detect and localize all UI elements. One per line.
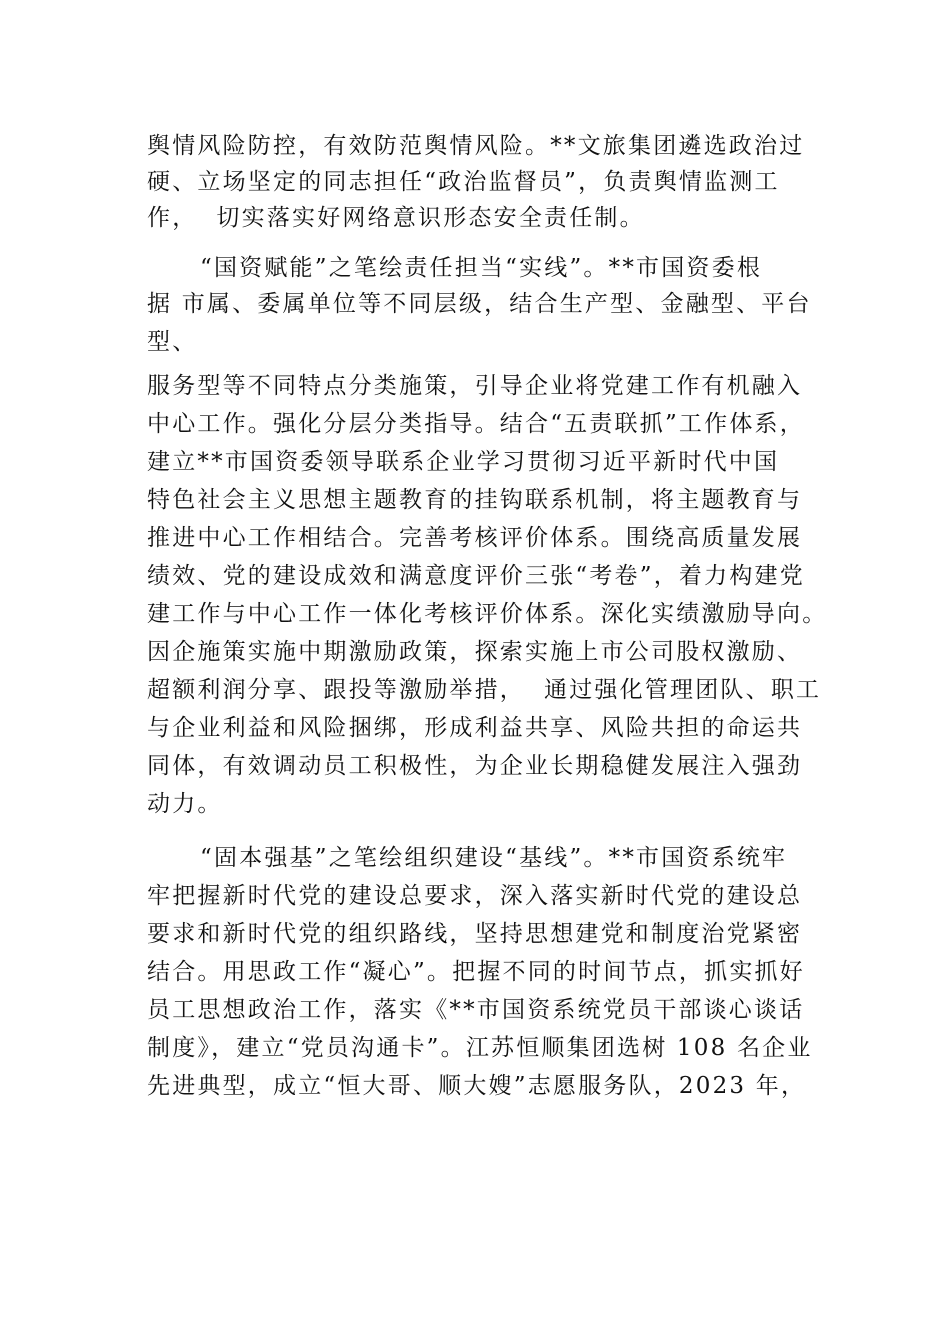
paragraph-line: 服务型等不同特点分类施策，引导企业将党建工作有机融入	[147, 373, 803, 399]
paragraph-line: 绩效、党的建设成效和满意度评价三张“考卷”，着力构建党	[147, 563, 805, 589]
paragraph-line: 动力。	[147, 791, 223, 817]
paragraph-line: 超额利润分享、跟投等激励举措， 通过强化管理团队、职工	[147, 677, 822, 703]
paragraph-line: 牢把握新时代党的建设总要求，深入落实新时代党的建设总	[147, 883, 803, 909]
paragraph-line: 先进典型，成立“恒大哥、顺大嫂”志愿服务队，2023 年，	[147, 1073, 807, 1099]
paragraph-line: 要求和新时代党的组织路线，坚持思想建党和制度治党紧密	[147, 921, 803, 947]
paragraph-line: 因企施策实施中期激励政策，探索实施上市公司股权激励、	[147, 639, 803, 665]
paragraph-line: 制度》，建立“党员沟通卡”。江苏恒顺集团选树 108 名企业	[147, 1035, 813, 1061]
section-heading-line: “国资赋能”之笔绘责任担当“实线”。**市国资委根	[200, 255, 763, 281]
section-heading-line: “固本强基”之笔绘组织建设“基线”。**市国资系统牢	[200, 845, 788, 871]
paragraph-line: 推进中心工作相结合。完善考核评价体系。围绕高质量发展	[147, 525, 803, 551]
paragraph-line: 舆情风险防控，有效防范舆情风险。**文旅集团遴选政治过	[147, 133, 805, 159]
paragraph-line: 中心工作。强化分层分类指导。结合“五责联抓”工作体系，	[147, 411, 805, 437]
paragraph-line: 同体，有效调动员工积极性，为企业长期稳健发展注入强劲	[147, 753, 803, 779]
paragraph-line: 与企业利益和风险捆绑，形成利益共享、风险共担的命运共	[147, 715, 803, 741]
paragraph-line: 作， 切实落实好网络意识形态安全责任制。	[147, 205, 645, 231]
paragraph-line: 据 市属、委属单位等不同层级，结合生产型、金融型、平台	[147, 291, 812, 317]
paragraph-line: 员工思想政治工作，落实《**市国资系统党员干部谈心谈话	[147, 997, 805, 1023]
paragraph-line: 特色社会主义思想主题教育的挂钩联系机制，将主题教育与	[147, 487, 803, 513]
paragraph-line: 建工作与中心工作一体化考核评价体系。深化实绩激励导向。	[147, 601, 828, 627]
paragraph-line: 硬、立场坚定的同志担任“政治监督员”，负责舆情监测工	[147, 169, 780, 195]
paragraph-line: 型、	[147, 329, 198, 355]
paragraph-line: 结合。用思政工作“凝心”。把握不同的时间节点，抓实抓好	[147, 959, 805, 985]
paragraph-line: 建立**市国资委领导联系企业学习贯彻习近平新时代中国	[147, 449, 780, 475]
